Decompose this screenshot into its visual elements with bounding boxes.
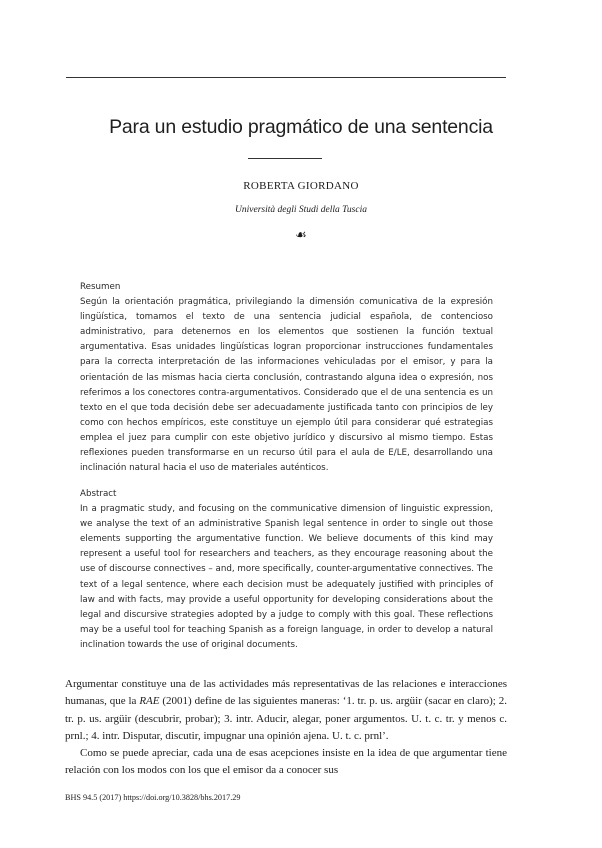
body-text (65, 676, 507, 780)
page-footer: BHS 94.5 (2017) https://doi.org/10.3828/bhs.2017.29 (65, 793, 241, 802)
abstract-text: In a pragmatic study, and focusing on the communicative dimension of linguistic expression, we analyse the text of an administrative Spanish legal sentence in order to single out those elements supporting the argumentative function. We believe documents of this kind may represent a useful tool for researchers and teachers, as they encourage reasoning about the use of discourse connectives – and, more specifically, counter-argumentative connectives. The text of a legal sentence, where each decision must be adequately justified with principles of law and with facts, may provide a useful opportunity for developing considerations about the legal and discursive strategies adopted by a judge to comply with this goal. These reflections may be a useful tool for teaching Spanish as a foreign language, in order to develop a natural inclination towards the use of original documents. (80, 504, 493, 650)
abstract-section (80, 487, 493, 653)
article-title: Para un estudio pragmático de una sentencia (109, 116, 493, 138)
author-affiliation: Università degli Studi della Tuscia (235, 205, 367, 215)
rae-citation: RAE (139, 695, 160, 708)
resumen-section (80, 280, 493, 476)
author-name: ROBERTA GIORDANO (243, 180, 359, 192)
body-paragraph-2: Como se puede apreciar, cada una de esas acepciones insiste en la idea de que argumentar tiene relación con los modos con los que el emisor da a conocer sus (65, 747, 507, 777)
body-paragraph-1: Argumentar constituye una de las actividades más representativas de las relaciones e interacciones humanas, que la RAE (2001) define de las siguientes maneras: ‘1. tr. p. us. argüir (sacar en claro); 2. tr. p. us. argüir (descubrir, probar); 3. intr. Aducir, alegar, poner argumentos. U. t. c. tr. y menos c. prnl.; 4. intr. Disputar, discutir, impugnar una opinión ajena. U. t. c. prnl’. (65, 678, 507, 742)
abstract-heading: Abstract (80, 489, 117, 499)
fleuron-icon: ☙ (295, 227, 307, 242)
title-divider (248, 158, 322, 159)
resumen-heading: Resumen (80, 282, 121, 292)
resumen-text: Según la orientación pragmática, privilegiando la dimensión comunicativa de la expresión lingüística, tomamos el texto de una sentencia judicial española, de contencioso administrativo, para detenernos en los elementos que sostienen la función textual argumentativa. Esas unidades lingüísticas logran proporcionar instrucciones fundamentales para la correcta interpretación de las informaciones vehiculadas por el emisor, y para la orientación de las mismas hacia cierta conclusión, contrastando alguna idea o expresión, nos referimos a los conectores contra-argumentativos. Considerado que el de una sentencia es un texto en el que toda decisión debe ser adecuadamente justificada tanto con principios de ley como con hechos empíricos, este constituye un ejemplo útil para considerar qué estrategias emplea el juez para cumplir con este objetivo jurídico y discursivo al mismo tiempo. Estas reflexiones pueden transformarse en un recurso útil para el aula de E/LE, desarrollando una inclinación natural hacia el uso de materiales auténticos. (80, 297, 493, 474)
top-rule (66, 77, 506, 78)
